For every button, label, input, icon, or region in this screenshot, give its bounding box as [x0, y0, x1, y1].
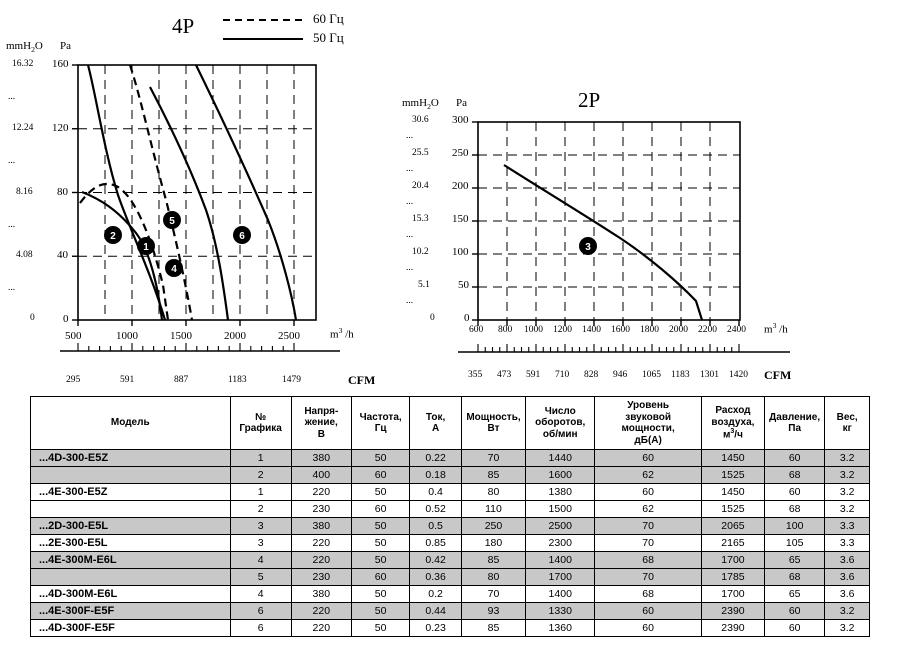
- cell-noise: 70: [595, 535, 702, 552]
- chart-2p-x-tick-3: 1200: [553, 325, 572, 335]
- cell-airflow: 1700: [701, 552, 764, 569]
- chart-4p-y-unit: Pa: [60, 40, 71, 52]
- col-pressure: Давление, Па: [764, 397, 824, 450]
- svg-text:5: 5: [169, 216, 175, 227]
- col-rpm: Число оборотов, об/мин: [526, 397, 595, 450]
- chart-2p-markers: [579, 237, 597, 255]
- chart-4p-y-tick-0: 0: [63, 313, 69, 325]
- cell-weight: 3.3: [825, 535, 870, 552]
- table-body: [31, 450, 870, 637]
- chart-2p-y2-dots-6: ...: [406, 296, 414, 306]
- cell-pressure: 65: [764, 586, 824, 603]
- cell-pressure: 68: [764, 467, 824, 484]
- cell-rpm: 1440: [526, 450, 595, 467]
- chart-4p-y2-dots-2: ...: [8, 156, 16, 166]
- cell-current: 0.52: [410, 501, 461, 518]
- cell-weight: 3.6: [825, 586, 870, 603]
- chart-2p-x-tick-9: 2400: [727, 325, 746, 335]
- cell-voltage: 230: [291, 501, 351, 518]
- chart-4p-title: 4P: [172, 14, 195, 38]
- chart-4p-x-tick-0: 500: [65, 330, 82, 342]
- chart-4p-cfm-label: CFM: [348, 373, 376, 387]
- chart-4p-legend: [218, 8, 378, 46]
- chart-2p-x-tick-0: 600: [469, 325, 484, 335]
- table-row: [31, 552, 870, 569]
- cell-noise: 70: [595, 569, 702, 586]
- table-row: [31, 620, 870, 637]
- chart-2p-cfm-tick-7: 1183: [671, 370, 690, 380]
- cell-noise: 68: [595, 586, 702, 603]
- chart-4p-y2-dots-1: ...: [8, 92, 16, 102]
- chart-2p-y2-tick-3: 15.3: [412, 214, 429, 224]
- cell-noise: 60: [595, 450, 702, 467]
- cell-current: 0.36: [410, 569, 461, 586]
- cell-power: 93: [461, 603, 525, 620]
- chart-2p-cfm-tick-1: 473: [497, 370, 512, 380]
- chart-2p-cfm-tick-5: 946: [613, 370, 628, 380]
- cell-rpm: 2300: [526, 535, 595, 552]
- svg-text:3: 3: [585, 242, 591, 253]
- cell-noise: 60: [595, 603, 702, 620]
- cell-weight: 3.6: [825, 552, 870, 569]
- cell-power: 85: [461, 620, 525, 637]
- table-row: [31, 501, 870, 518]
- table-row: [31, 569, 870, 586]
- svg-text:1: 1: [143, 242, 149, 253]
- chart-2p-cfm-tick-0: 355: [468, 370, 483, 380]
- cell-pressure: 60: [764, 620, 824, 637]
- cell-frequency: 60: [351, 467, 409, 484]
- cell-voltage: 400: [291, 467, 351, 484]
- cell-frequency: 50: [351, 603, 409, 620]
- cell-power: 110: [461, 501, 525, 518]
- cell-graph: 5: [230, 569, 291, 586]
- cell-current: 0.5: [410, 518, 461, 535]
- chart-2p-y2-tick-2: 10.2: [412, 247, 429, 257]
- cell-rpm: 1400: [526, 586, 595, 603]
- col-graph-no: № Графика: [230, 397, 291, 450]
- cell-current: 0.22: [410, 450, 461, 467]
- chart-2p-y-tick-4: 200: [452, 180, 469, 192]
- cell-graph: 3: [230, 535, 291, 552]
- cell-noise: 68: [595, 552, 702, 569]
- col-voltage: Напря- жение, В: [291, 397, 351, 450]
- cell-noise: 70: [595, 518, 702, 535]
- cell-airflow: 1525: [701, 467, 764, 484]
- cell-power: 85: [461, 552, 525, 569]
- chart-4p-y-tick-4: 160: [52, 58, 69, 70]
- chart-4p-y-tick-3: 120: [52, 122, 69, 134]
- cell-frequency: 50: [351, 586, 409, 603]
- chart-2p: [400, 0, 900, 390]
- cell-power: 80: [461, 569, 525, 586]
- chart-2p-x-axis-label: $m^3$ /h: [764, 321, 788, 336]
- chart-2p-x-tick-2: 1000: [524, 325, 543, 335]
- cell-model: [31, 569, 231, 586]
- cell-power: 70: [461, 586, 525, 603]
- cell-current: 0.18: [410, 467, 461, 484]
- table-row: [31, 484, 870, 501]
- cell-pressure: 68: [764, 569, 824, 586]
- chart-4p-cfm-tick-0: 295: [66, 375, 81, 385]
- table-header-row: [31, 397, 870, 450]
- cell-graph: 1: [230, 484, 291, 501]
- cell-model: ...4E-300-E5Z: [31, 484, 231, 501]
- cell-model: [31, 467, 231, 484]
- cell-pressure: 65: [764, 552, 824, 569]
- chart-2p-x-tick-7: 2000: [669, 325, 688, 335]
- cell-current: 0.85: [410, 535, 461, 552]
- cell-frequency: 50: [351, 552, 409, 569]
- cell-model: ...2E-300-E5L: [31, 535, 231, 552]
- cell-rpm: 1600: [526, 467, 595, 484]
- chart-2p-y2-tick-4: 20.4: [412, 181, 429, 191]
- cell-power: 80: [461, 484, 525, 501]
- cell-voltage: 380: [291, 586, 351, 603]
- chart-2p-y-tick-0: 0: [464, 312, 470, 324]
- cell-pressure: 60: [764, 450, 824, 467]
- cell-graph: 2: [230, 501, 291, 518]
- col-weight: Вес, кг: [825, 397, 870, 450]
- chart-4p-y2-tick-3: 12.24: [12, 123, 34, 133]
- chart-4p-x-axis-label: $m^3$ /h: [330, 326, 354, 341]
- chart-2p-y2-tick-6: 30.6: [412, 115, 429, 125]
- cell-weight: 3.2: [825, 450, 870, 467]
- chart-2p-y2-dots-2: ...: [406, 164, 414, 174]
- chart-4p-y2-tick-0: 0: [30, 313, 35, 323]
- cell-airflow: 1450: [701, 450, 764, 467]
- chart-2p-x-tick-8: 2200: [698, 325, 717, 335]
- spec-table: [30, 396, 870, 637]
- chart-4p-cfm-tick-2: 887: [174, 375, 189, 385]
- cell-airflow: 1450: [701, 484, 764, 501]
- cell-model: ...4D-300F-E5F: [31, 620, 231, 637]
- cell-noise: 60: [595, 620, 702, 637]
- cell-airflow: 1525: [701, 501, 764, 518]
- chart-2p-cfm-tick-4: 828: [584, 370, 599, 380]
- cell-frequency: 50: [351, 450, 409, 467]
- table-row: [31, 603, 870, 620]
- cell-weight: 3.2: [825, 484, 870, 501]
- cell-voltage: 220: [291, 552, 351, 569]
- legend-dashed-label: 60 Гц: [313, 11, 344, 26]
- cell-graph: 1: [230, 450, 291, 467]
- chart-2p-y2-tick-5: 25.5: [412, 148, 429, 158]
- col-frequency: Частота, Гц: [351, 397, 409, 450]
- chart-2p-y2-dots-5: ...: [406, 263, 414, 273]
- chart-4p-cfm-tick-1: 591: [120, 375, 135, 385]
- cell-voltage: 380: [291, 518, 351, 535]
- cell-rpm: 1330: [526, 603, 595, 620]
- chart-2p-y2-dots-3: ...: [406, 197, 414, 207]
- cell-power: 180: [461, 535, 525, 552]
- cell-pressure: 100: [764, 518, 824, 535]
- cell-power: 70: [461, 450, 525, 467]
- cell-voltage: 220: [291, 620, 351, 637]
- chart-2p-cfm-tick-2: 591: [526, 370, 541, 380]
- cell-current: 0.42: [410, 552, 461, 569]
- chart-2p-cfm-tick-3: 710: [555, 370, 570, 380]
- cell-pressure: 60: [764, 484, 824, 501]
- cell-model: ...4E-300F-E5F: [31, 603, 231, 620]
- chart-4p-y2-tick-4: 16.32: [12, 59, 34, 69]
- table-row: [31, 535, 870, 552]
- chart-2p-x-tick-5: 1600: [611, 325, 630, 335]
- chart-4p-cfm-tick-3: 1183: [228, 375, 247, 385]
- cell-voltage: 230: [291, 569, 351, 586]
- chart-2p-plot: [400, 112, 900, 357]
- cell-frequency: 60: [351, 501, 409, 518]
- cell-frequency: 50: [351, 535, 409, 552]
- chart-4p: [0, 0, 400, 387]
- chart-2p-title: 2P: [578, 88, 601, 112]
- table-row: [31, 467, 870, 484]
- chart-2p-y-tick-1: 50: [458, 279, 469, 291]
- chart-2p-y-unit: Pa: [456, 97, 467, 109]
- cell-current: 0.44: [410, 603, 461, 620]
- chart-4p-y2-dots-3: ...: [8, 220, 16, 230]
- cell-current: 0.23: [410, 620, 461, 637]
- chart-2p-x-tick-6: 1800: [640, 325, 659, 335]
- cell-rpm: 1400: [526, 552, 595, 569]
- cell-rpm: 1380: [526, 484, 595, 501]
- chart-2p-cfm-tick-9: 1420: [729, 370, 748, 380]
- chart-2p-y2-tick-0: 0: [430, 313, 435, 323]
- cell-power: 85: [461, 467, 525, 484]
- cell-rpm: 2500: [526, 518, 595, 535]
- cell-weight: 3.2: [825, 603, 870, 620]
- chart-4p-x-tick-4: 2500: [278, 330, 300, 342]
- cell-voltage: 220: [291, 603, 351, 620]
- cell-weight: 3.2: [825, 501, 870, 518]
- cell-current: 0.2: [410, 586, 461, 603]
- col-noise: Уровень звуковой мощности, дБ(А): [595, 397, 702, 450]
- col-model: Модель: [31, 397, 231, 450]
- chart-2p-y2-dots-1: ...: [406, 131, 414, 141]
- cell-rpm: 1500: [526, 501, 595, 518]
- chart-2p-x-tick-1: 800: [498, 325, 513, 335]
- cell-airflow: 2065: [701, 518, 764, 535]
- cell-model: ...4D-300-E5Z: [31, 450, 231, 467]
- svg-text:4: 4: [171, 264, 177, 275]
- cell-model: ...4E-300M-E6L: [31, 552, 231, 569]
- svg-text:2: 2: [110, 231, 116, 242]
- col-power: Мощность, Вт: [461, 397, 525, 450]
- cell-graph: 2: [230, 467, 291, 484]
- cell-noise: 62: [595, 501, 702, 518]
- chart-2p-x-tick-4: 1400: [582, 325, 601, 335]
- cell-frequency: 50: [351, 484, 409, 501]
- cell-frequency: 50: [351, 518, 409, 535]
- cell-current: 0.4: [410, 484, 461, 501]
- chart-2p-y-tick-5: 250: [452, 147, 469, 159]
- cell-graph: 4: [230, 552, 291, 569]
- chart-2p-y-tick-3: 150: [452, 213, 469, 225]
- chart-2p-cfm-label: CFM: [764, 368, 792, 382]
- cell-noise: 60: [595, 484, 702, 501]
- cell-airflow: 2390: [701, 603, 764, 620]
- legend-solid-label: 50 Гц: [313, 30, 344, 45]
- cell-voltage: 380: [291, 450, 351, 467]
- chart-4p-plot: [0, 55, 400, 355]
- chart-4p-y-tick-1: 40: [57, 249, 68, 261]
- chart-2p-y2-tick-1: 5.1: [418, 280, 430, 290]
- cell-graph: 6: [230, 620, 291, 637]
- cell-graph: 3: [230, 518, 291, 535]
- cell-model: ...4D-300M-E6L: [31, 586, 231, 603]
- col-current: Ток, А: [410, 397, 461, 450]
- cell-pressure: 105: [764, 535, 824, 552]
- table-row: [31, 450, 870, 467]
- chart-2p-cfm-tick-6: 1065: [642, 370, 661, 380]
- table-row: [31, 586, 870, 603]
- cell-weight: 3.6: [825, 569, 870, 586]
- chart-2p-y2-unit: mmH$_2$O: [402, 97, 439, 112]
- cell-airflow: 1785: [701, 569, 764, 586]
- chart-4p-x-tick-3: 2000: [224, 330, 246, 342]
- cell-frequency: 50: [351, 620, 409, 637]
- svg-text:6: 6: [239, 231, 245, 242]
- col-airflow: Расход воздуха, $м^3/ч$: [701, 397, 764, 450]
- chart-2p-y-tick-2: 100: [452, 246, 469, 258]
- chart-2p-y-tick-6: 300: [452, 114, 469, 126]
- cell-weight: 3.2: [825, 467, 870, 484]
- cell-graph: 6: [230, 603, 291, 620]
- cell-airflow: 2165: [701, 535, 764, 552]
- chart-4p-y2-unit: mmH$_2$O: [6, 40, 43, 55]
- cell-voltage: 220: [291, 535, 351, 552]
- chart-4p-y2-tick-2: 8.16: [16, 187, 33, 197]
- cell-voltage: 220: [291, 484, 351, 501]
- cell-model: [31, 501, 231, 518]
- cell-power: 250: [461, 518, 525, 535]
- cell-frequency: 60: [351, 569, 409, 586]
- cell-rpm: 1700: [526, 569, 595, 586]
- cell-noise: 62: [595, 467, 702, 484]
- chart-4p-cfm-tick-4: 1479: [282, 375, 301, 385]
- chart-4p-x-tick-1: 1000: [116, 330, 138, 342]
- cell-weight: 3.3: [825, 518, 870, 535]
- chart-4p-y2-dots-4: ...: [8, 283, 16, 293]
- chart-2p-cfm-tick-8: 1301: [700, 370, 719, 380]
- cell-pressure: 60: [764, 603, 824, 620]
- cell-airflow: 1700: [701, 586, 764, 603]
- chart-4p-y2-tick-1: 4.08: [16, 250, 33, 260]
- table-row: [31, 518, 870, 535]
- cell-airflow: 2390: [701, 620, 764, 637]
- cell-pressure: 68: [764, 501, 824, 518]
- chart-4p-y-tick-2: 80: [57, 186, 68, 198]
- chart-4p-x-tick-2: 1500: [170, 330, 192, 342]
- cell-graph: 4: [230, 586, 291, 603]
- cell-model: ...2D-300-E5L: [31, 518, 231, 535]
- cell-weight: 3.2: [825, 620, 870, 637]
- cell-rpm: 1360: [526, 620, 595, 637]
- chart-2p-y2-dots-4: ...: [406, 230, 414, 240]
